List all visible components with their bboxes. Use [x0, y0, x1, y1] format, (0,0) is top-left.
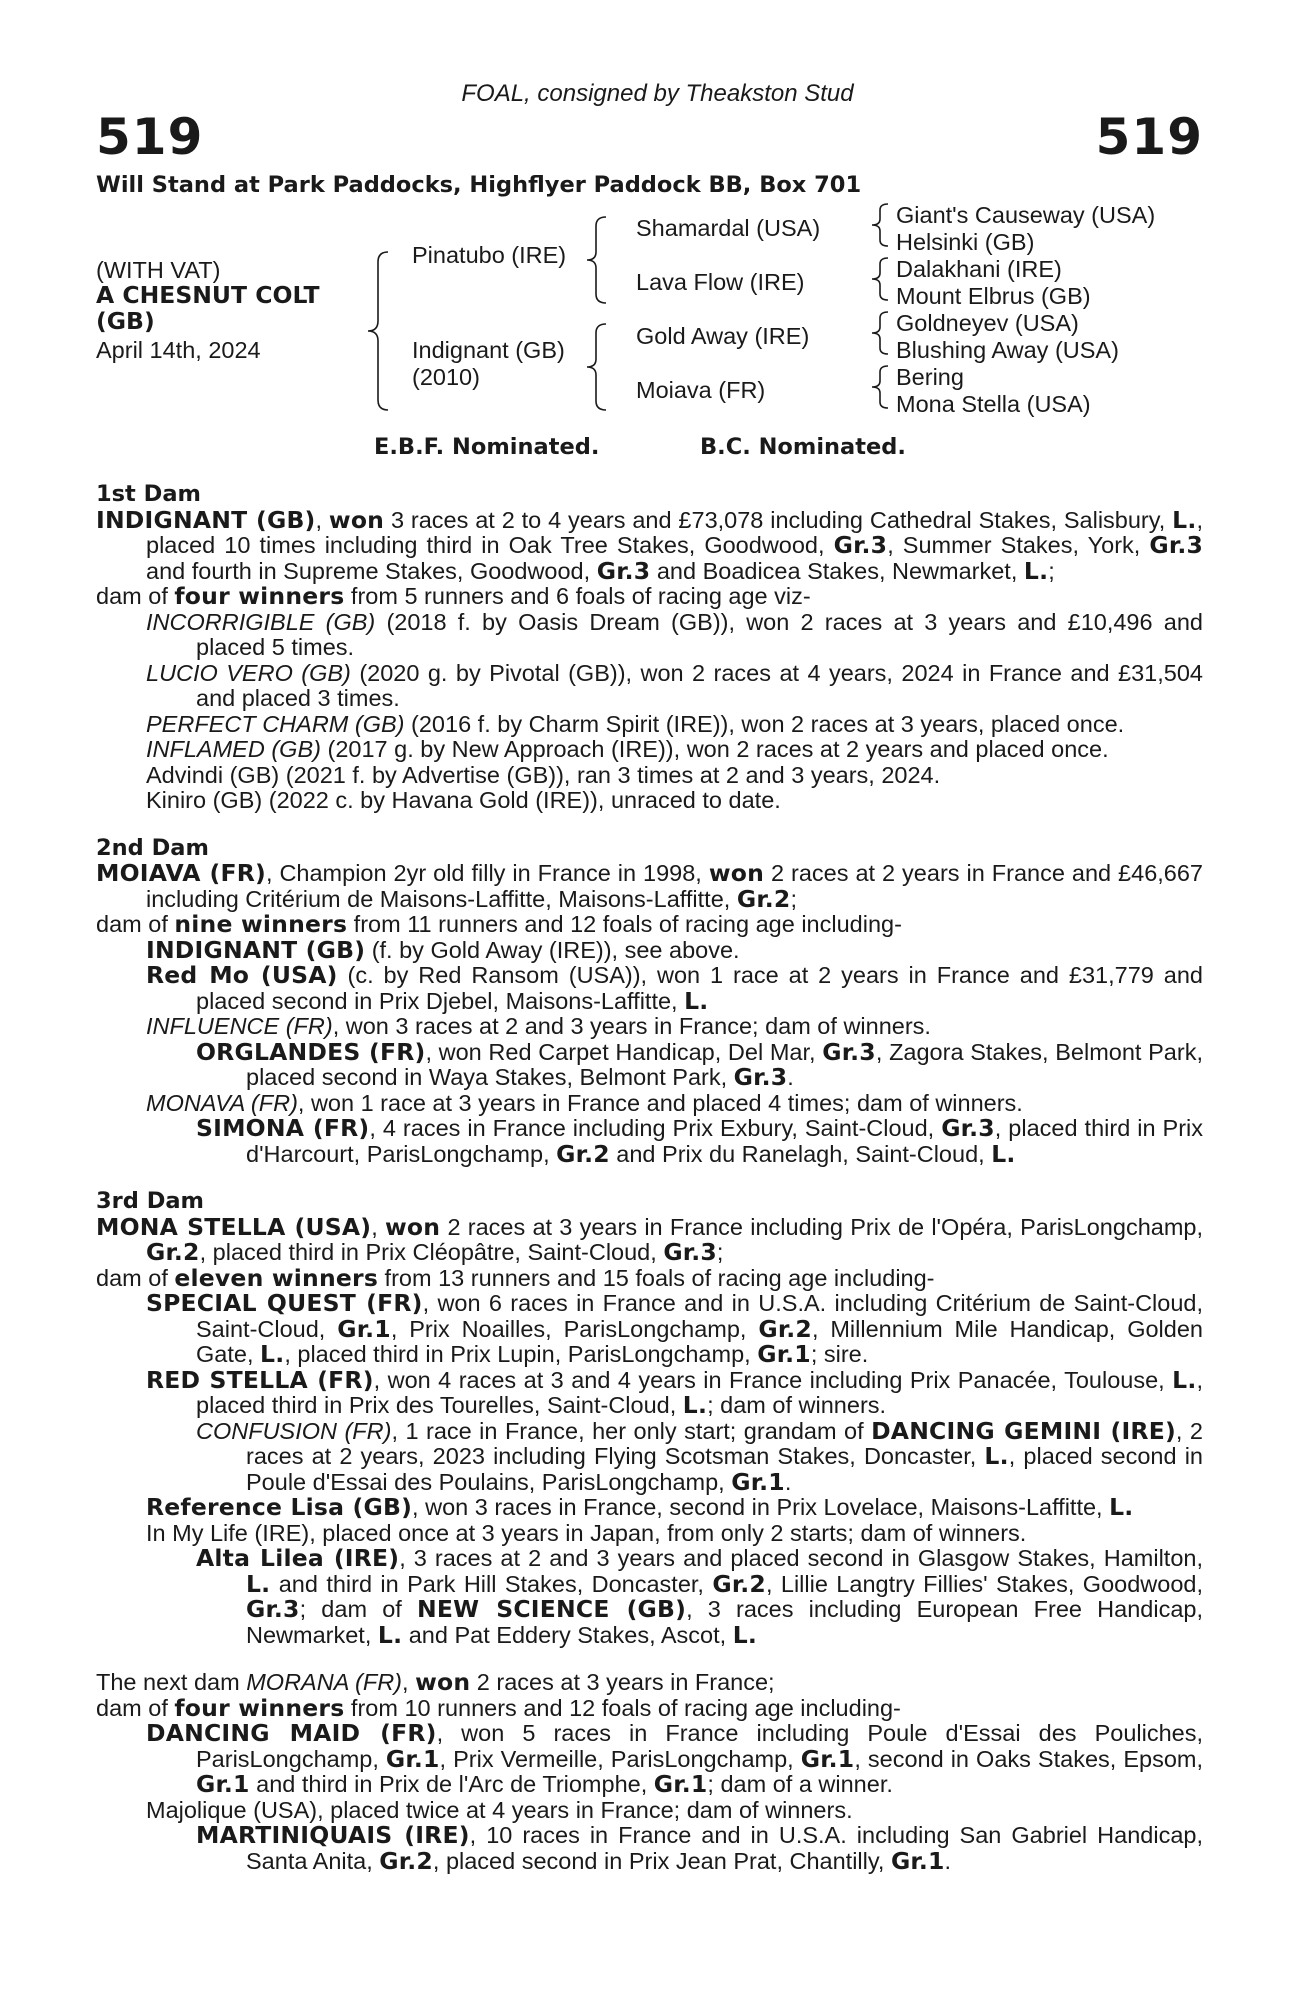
entry-text: ,	[315, 506, 329, 533]
pedigree-entry	[96, 1365, 1203, 1419]
entry-text: dam of	[96, 911, 175, 937]
dam-dam: Moiava (FR)	[636, 377, 766, 403]
pedigree-entry	[96, 1521, 1203, 1547]
entry-text: ;	[1048, 557, 1055, 584]
pedigree-entry	[96, 1495, 1203, 1521]
bold-text: INDIGNANT (GB)	[146, 935, 366, 964]
entry-text: .	[784, 1468, 792, 1495]
italic-text: INFLAMED (GB)	[146, 736, 321, 762]
family-history	[96, 482, 1203, 1896]
entry-text: 2 races at 2 years in France and £46,667 including Critérium de Maisons-Laffitte, Maisons-Laffitte,	[146, 860, 1203, 912]
pedigree-entry	[96, 1693, 1203, 1722]
bold-text: SIMONA (FR)	[196, 1114, 370, 1142]
dam-year: (2010)	[412, 364, 480, 390]
entry-text: , placed third in Prix Cléopâtre, Saint-Cloud,	[199, 1239, 664, 1265]
bold-text: Gr.3	[733, 1063, 788, 1091]
bold-text: Gr.1	[890, 1846, 945, 1875]
pedigree-entry	[96, 1670, 1203, 1696]
entry-text: , won 3 races at 2 and 3 years in France; dam of winners.	[332, 1013, 931, 1039]
bold-text: Gr.2	[736, 884, 791, 913]
bold-text: INDIGNANT (GB)	[96, 505, 316, 534]
pedigree-entry	[96, 712, 1203, 738]
entry-text: , Zagora Stakes, Belmont Park, placed second in Waya Stakes, Belmont Park,	[246, 1038, 1203, 1090]
ggp-6: Blushing Away (USA)	[896, 337, 1119, 363]
bold-text: L.	[1172, 1365, 1197, 1394]
lot-number-left: 519	[96, 108, 204, 166]
ggp-8: Mona Stella (USA)	[896, 391, 1091, 417]
lot-number-right: 519	[1095, 108, 1203, 166]
bold-text: L.	[1109, 1493, 1134, 1521]
bold-text: L.	[260, 1340, 285, 1368]
bold-text: DANCING GEMINI (IRE)	[871, 1416, 1176, 1445]
brace-ggp-4	[868, 364, 892, 410]
bold-text: Gr.3	[596, 556, 651, 585]
entry-text: ; sire.	[810, 1341, 869, 1367]
entry-text: , won 5 races in France including Poule d'Essai des Pouliches, ParisLongchamp,	[196, 1720, 1203, 1772]
ggp-1: Giant's Causeway (USA)	[896, 202, 1156, 228]
entry-text: , 1 race in France, her only start; grandam of	[391, 1417, 872, 1444]
bold-text: L.	[1172, 505, 1197, 534]
entry-text: dam of	[96, 1694, 175, 1721]
sire-name: Pinatubo (IRE)	[412, 242, 567, 268]
italic-text: MONAVA (FR)	[146, 1089, 298, 1116]
entry-text: , Prix Noailles, ParisLongchamp,	[390, 1315, 759, 1342]
entry-text: 3 races at 2 to 4 years and £73,078 including Cathedral Stakes, Salisbury,	[384, 506, 1173, 533]
bold-text: RED STELLA (FR)	[146, 1365, 374, 1394]
pedigree-entry	[96, 763, 1203, 789]
entry-text: dam of	[96, 583, 175, 609]
bold-text: Gr.3	[822, 1037, 876, 1066]
bold-text: Gr.1	[337, 1314, 391, 1343]
bold-text: DANCING MAID (FR)	[146, 1719, 437, 1747]
entry-text: from 11 runners and 12 foals of racing age including-	[347, 911, 902, 937]
bold-text: MARTINIQUAIS (IRE)	[196, 1821, 470, 1849]
entry-text: , won 6 races in France and in U.S.A. including Critérium de Saint-Cloud, Saint-Cloud,	[196, 1290, 1204, 1342]
entry-text: and Prix du Ranelagh, Saint-Cloud,	[609, 1140, 992, 1167]
entry-text: Kiniro (GB) (2022 c. by Havana Gold (IRE)), unraced to date.	[146, 787, 781, 813]
entry-text: , won Red Carpet Handicap, Del Mar,	[425, 1038, 823, 1065]
entry-text: In My Life (IRE), placed once at 3 years in Japan, from only 2 starts; dam of winners.	[146, 1519, 1027, 1546]
entry-text: from 13 runners and 15 foals of racing age including-	[378, 1264, 935, 1291]
dam-sire: Gold Away (IRE)	[636, 323, 810, 349]
dam-section	[96, 836, 1203, 1168]
pedigree-entry	[96, 1037, 1203, 1091]
bold-text: SPECIAL QUEST (FR)	[146, 1289, 423, 1317]
entry-text: , 3 races including European Free Handicap, Newmarket,	[246, 1596, 1203, 1648]
pedigree-entry	[96, 1416, 1203, 1496]
bold-text: L.	[684, 986, 709, 1015]
italic-text: LUCIO VERO (GB)	[146, 659, 351, 686]
bold-text: NEW SCIENCE (GB)	[416, 1595, 687, 1623]
bold-text: Red Mo (USA)	[146, 961, 338, 989]
stand-location: Will Stand at Park Paddocks, Highflyer Paddock BB, Box 701	[96, 172, 862, 198]
entry-text: 2 races at 3 years in France;	[470, 1669, 775, 1695]
pedigree-entry	[96, 1014, 1203, 1040]
bold-text: L.	[246, 1569, 271, 1598]
italic-text: INFLUENCE (FR)	[146, 1013, 333, 1039]
bold-text: L.	[732, 1620, 758, 1649]
bold-text: Gr.1	[196, 1770, 250, 1798]
pedigree-entry	[96, 935, 1203, 964]
entry-text: , Champion 2yr old filly in France in 1998,	[265, 860, 709, 886]
entry-text: .	[944, 1847, 952, 1874]
bold-text: Gr.1	[653, 1770, 708, 1798]
sire-dam: Lava Flow (IRE)	[636, 269, 805, 295]
bold-text: four winners	[174, 1693, 345, 1722]
entry-text: and Boadicea Stakes, Newmarket,	[650, 557, 1024, 584]
ebf-nominated: E.B.F. Nominated.	[374, 434, 600, 460]
ggp-7: Bering	[896, 364, 964, 390]
section-heading: 3rd Dam	[96, 1188, 204, 1214]
section-heading: 2nd Dam	[96, 834, 209, 861]
pedigree-entry	[96, 1263, 1203, 1292]
bold-text: L.	[377, 1620, 403, 1649]
bold-text: L.	[682, 1391, 708, 1419]
entry-text: , Millennium Mile Handicap, Golden Gate,	[196, 1315, 1203, 1367]
entry-text: ; dam of a winner.	[707, 1771, 893, 1797]
dam-name: Indignant (GB)	[412, 337, 565, 363]
pedigree-entry	[96, 1823, 1203, 1874]
entry-text: from 10 runners and 12 foals of racing age including-	[344, 1694, 901, 1721]
entry-text: ,	[371, 1213, 386, 1240]
bold-text: Gr.3	[833, 531, 888, 559]
consignment-subtitle: FOAL, consigned by Theakston Stud	[461, 80, 854, 107]
entry-text: (2016 f. by Charm Spirit (IRE)), won 2 races at 3 years, placed once.	[404, 710, 1125, 737]
entry-text: and Pat Eddery Stakes, Ascot,	[402, 1621, 733, 1648]
sire-sire: Shamardal (USA)	[636, 215, 821, 241]
bold-text: Alta Lilea (IRE)	[196, 1544, 400, 1572]
entry-text: , placed third in Prix des Tourelles, Saint-Cloud,	[196, 1366, 1203, 1418]
pedigree-entry	[96, 1798, 1203, 1824]
dam-section	[96, 1670, 1203, 1874]
pedigree-entry	[96, 1091, 1203, 1117]
brace-sire	[584, 215, 610, 305]
italic-text: MORANA (FR)	[246, 1669, 402, 1695]
bold-text: MOIAVA (FR)	[96, 859, 266, 887]
entry-text: , won 3 races in France, second in Prix Lovelace, Maisons-Laffitte,	[412, 1494, 1110, 1520]
pedigree-entry	[96, 1291, 1203, 1368]
ggp-3: Dalakhani (IRE)	[896, 256, 1062, 282]
bold-text: Gr.1	[385, 1744, 440, 1773]
bold-text: won	[328, 505, 385, 534]
entry-text: , placed second in Prix Jean Prat, Chantilly,	[432, 1847, 891, 1874]
entry-text: ; dam of	[299, 1596, 417, 1622]
pedigree-entry	[96, 610, 1203, 661]
bold-text: won	[415, 1668, 471, 1696]
pedigree-entry	[96, 963, 1203, 1014]
bold-text: Gr.2	[379, 1846, 433, 1875]
lot-description: A CHESNUT COLT (GB)	[96, 281, 320, 336]
entry-text: (2018 f. by Oasis Dream (GB)), won 2 races at 3 years and £10,496 and placed 5 times.	[196, 608, 1203, 660]
bold-text: Reference Lisa (GB)	[146, 1493, 413, 1521]
section-heading: 1st Dam	[96, 481, 201, 507]
bold-text: Gr.3	[1149, 531, 1204, 559]
bold-text: Gr.2	[712, 1569, 766, 1598]
pedigree-entry	[96, 1721, 1203, 1798]
bold-text: Gr.1	[757, 1340, 811, 1368]
bold-text: won	[385, 1212, 441, 1241]
pedigree-entry	[96, 788, 1203, 814]
bold-text: Gr.1	[800, 1744, 855, 1773]
ggp-2: Helsinki (GB)	[896, 229, 1035, 255]
brace-main	[364, 250, 394, 412]
bold-text: ORGLANDES (FR)	[196, 1037, 426, 1066]
entry-text: , 4 races in France including Prix Exbury, Saint-Cloud,	[369, 1115, 942, 1141]
entry-text: , won 4 races at 3 and 4 years in France including Prix Panacée, Toulouse,	[373, 1366, 1173, 1393]
entry-text: , Prix Vermeille, ParisLongchamp,	[439, 1745, 801, 1772]
entry-text: Advindi (GB) (2021 f. by Advertise (GB)), ran 3 times at 2 and 3 years, 2024.	[146, 761, 941, 788]
entry-text: (2020 g. by Pivotal (GB)), won 2 races at 4 years, 2024 in France and £31,504 and placed 3 times.	[196, 659, 1203, 711]
pedigree-entry	[96, 1116, 1203, 1167]
entry-text: and fourth in Supreme Stakes, Goodwood,	[146, 557, 597, 584]
entry-text: from 5 runners and 6 foals of racing age viz-	[344, 583, 811, 609]
entry-text: , won 1 race at 3 years in France and placed 4 times; dam of winners.	[297, 1089, 1023, 1116]
pedigree-entry	[96, 861, 1203, 912]
brace-dam	[584, 322, 610, 412]
ggp-5: Goldneyev (USA)	[896, 310, 1079, 336]
entry-text: , placed 10 times including third in Oak Tree Stakes, Goodwood,	[146, 506, 1204, 558]
entry-text: 2 races at 3 years in France including Prix de l'Opéra, ParisLongchamp,	[440, 1213, 1204, 1240]
entry-text: , Summer Stakes, York,	[887, 532, 1150, 558]
entry-text: and third in Prix de l'Arc de Triomphe,	[249, 1771, 654, 1797]
entry-text: and third in Park Hill Stakes, Doncaster,	[270, 1570, 713, 1597]
entry-text: , placed second in Poule d'Essai des Poulains, ParisLongchamp,	[246, 1443, 1203, 1495]
entry-text: dam of	[96, 1264, 175, 1291]
italic-text: CONFUSION (FR)	[196, 1417, 392, 1444]
bold-text: eleven winners	[174, 1263, 379, 1292]
entry-text: ;	[790, 885, 797, 912]
entry-text: ,	[402, 1669, 416, 1695]
brace-ggp-3	[868, 310, 892, 356]
dam-section	[96, 482, 1203, 814]
entry-text: , Lillie Langtry Fillies' Stakes, Goodwood,	[765, 1570, 1203, 1597]
entry-text: .	[787, 1064, 794, 1090]
bold-text: Gr.2	[556, 1139, 610, 1168]
pedigree-entry	[96, 737, 1203, 763]
italic-text: PERFECT CHARM (GB)	[146, 710, 405, 737]
brace-ggp-2	[868, 256, 892, 302]
entry-text: , 10 races in France and in U.S.A. including San Gabriel Handicap, Santa Anita,	[246, 1822, 1203, 1874]
bold-text: Gr.3	[941, 1114, 995, 1142]
entry-text: ;	[716, 1239, 724, 1265]
bold-text: Gr.2	[146, 1238, 200, 1266]
pedigree-entry	[96, 505, 1204, 585]
entry-text: (2017 g. by New Approach (IRE)), won 2 races at 2 years and placed once.	[320, 736, 1109, 762]
bold-text: Gr.2	[758, 1314, 812, 1343]
bold-text: L.	[1023, 556, 1049, 585]
bold-text: four winners	[174, 582, 345, 610]
pedigree-entry	[96, 584, 1203, 610]
entry-text: (f. by Gold Away (IRE)), see above.	[365, 936, 740, 963]
pedigree-entry	[96, 661, 1203, 712]
bold-text: nine winners	[174, 910, 348, 938]
ggp-4: Mount Elbrus (GB)	[896, 283, 1091, 309]
italic-text: INCORRIGIBLE (GB)	[146, 608, 376, 635]
entry-text: , second in Oaks Stakes, Epsom,	[854, 1745, 1203, 1772]
bold-text: Gr.3	[246, 1595, 300, 1623]
bold-text: L.	[984, 1442, 1009, 1470]
bold-text: MONA STELLA (USA)	[96, 1212, 372, 1241]
entry-text: (c. by Red Ransom (USA)), won 1 race at 2 years in France and £31,779 and placed second in Prix Djebel, Maisons-Laffitte,	[196, 962, 1203, 1014]
entry-text: Majolique (USA), placed twice at 4 years in France; dam of winners.	[146, 1796, 853, 1823]
bold-text: won	[708, 859, 764, 887]
foaling-date: April 14th, 2024	[96, 337, 261, 363]
entry-text: , placed third in Prix Lupin, ParisLongchamp,	[284, 1341, 758, 1367]
bold-text: Gr.3	[663, 1238, 717, 1266]
entry-text: The next dam	[96, 1669, 247, 1695]
bc-nominated: B.C. Nominated.	[700, 434, 906, 460]
bold-text: L.	[991, 1139, 1016, 1168]
entry-text: , 3 races at 2 and 3 years and placed second in Glasgow Stakes, Hamilton,	[399, 1545, 1203, 1571]
pedigree-entry	[96, 912, 1203, 938]
entry-text: , 2 races at 2 years, 2023 including Flying Scotsman Stakes, Doncaster,	[246, 1417, 1203, 1469]
pedigree-entry	[96, 1546, 1203, 1648]
vat-note: (WITH VAT)	[96, 257, 221, 283]
bold-text: Gr.1	[731, 1467, 785, 1496]
brace-ggp-1	[868, 202, 892, 248]
entry-text: , placed third in Prix d'Harcourt, ParisLongchamp,	[246, 1115, 1203, 1167]
dam-section	[96, 1189, 1203, 1648]
entry-text: ; dam of winners.	[707, 1392, 887, 1418]
pedigree-entry	[96, 1212, 1204, 1266]
